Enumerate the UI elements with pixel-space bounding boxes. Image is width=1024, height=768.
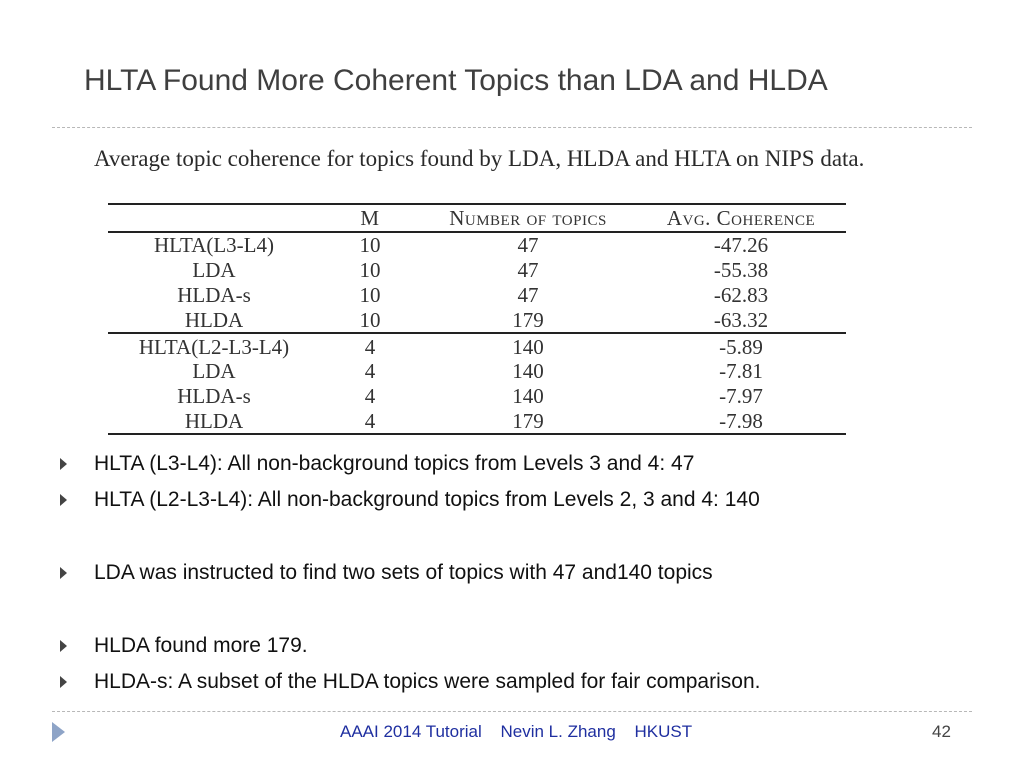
cell-coherence: -62.83 bbox=[713, 282, 769, 307]
list-item bbox=[60, 559, 980, 595]
cell-coherence: -47.26 bbox=[713, 233, 769, 258]
table-row bbox=[108, 232, 846, 258]
cell-m: 4 bbox=[320, 409, 420, 435]
cell-coherence: -5.89 bbox=[719, 334, 763, 359]
bullet-text: HLTA (L2-L3-L4): All non-background topics from Levels 2, 3 and 4: 140 bbox=[94, 488, 760, 511]
table-row bbox=[108, 333, 846, 359]
coherence-table bbox=[108, 203, 846, 435]
footer-conference: AAAI 2014 Tutorial bbox=[340, 722, 482, 741]
cell-method: HLTA(L2-L3-L4) bbox=[138, 334, 290, 359]
cell-method: LDA bbox=[192, 258, 236, 283]
slide-footer bbox=[340, 722, 692, 742]
cell-coherence: -55.38 bbox=[713, 258, 769, 283]
cell-m: 4 bbox=[364, 359, 376, 384]
cell-method: HLDA-s bbox=[177, 282, 251, 307]
table-row bbox=[108, 359, 846, 384]
cell-method: HLDA-s bbox=[177, 384, 251, 409]
cell-coherence: -63.32 bbox=[636, 307, 846, 333]
table-row bbox=[108, 283, 846, 308]
list-item bbox=[60, 632, 980, 668]
footer-institution: HKUST bbox=[634, 722, 693, 741]
cell-m: 10 bbox=[359, 282, 381, 307]
cell-method: LDA bbox=[192, 359, 236, 384]
header-m: M bbox=[320, 204, 420, 232]
cell-m: 4 bbox=[364, 334, 376, 359]
table-row bbox=[108, 409, 846, 435]
coherence-table-container bbox=[108, 203, 846, 435]
triangle-right-icon bbox=[60, 640, 67, 652]
cell-topics: 140 bbox=[512, 359, 544, 384]
cell-topics: 47 bbox=[517, 258, 539, 283]
cell-coherence: -7.98 bbox=[636, 409, 846, 435]
table-row bbox=[108, 258, 846, 283]
play-icon[interactable] bbox=[52, 722, 65, 742]
cell-topics: 140 bbox=[512, 334, 544, 359]
table-header-row bbox=[108, 204, 846, 232]
footer-divider bbox=[52, 711, 972, 712]
cell-m: 10 bbox=[359, 233, 381, 258]
footer-author: Nevin L. Zhang bbox=[500, 722, 616, 741]
page-number: 42 bbox=[932, 722, 951, 741]
triangle-right-icon bbox=[60, 567, 67, 579]
header-avg-coherence: Avg. Coherence bbox=[636, 204, 846, 232]
title-divider bbox=[52, 127, 972, 128]
cell-topics: 47 bbox=[517, 282, 539, 307]
triangle-right-icon bbox=[60, 494, 67, 506]
cell-coherence: -7.97 bbox=[719, 384, 763, 409]
triangle-right-icon bbox=[60, 458, 67, 470]
table-caption: Average topic coherence for topics found by LDA, HLDA and HLTA on NIPS data. bbox=[94, 146, 865, 171]
cell-m: 4 bbox=[364, 384, 376, 409]
bullet-text: HLDA-s: A subset of the HLDA topics were sampled for fair comparison. bbox=[94, 670, 761, 693]
bullet-text: HLDA found more 179. bbox=[94, 634, 308, 657]
cell-topics: 179 bbox=[420, 307, 636, 333]
cell-method: HLTA(L3-L4) bbox=[153, 233, 274, 258]
cell-method: HLDA bbox=[108, 409, 320, 435]
cell-topics: 140 bbox=[512, 384, 544, 409]
cell-coherence: -7.81 bbox=[719, 359, 763, 384]
cell-m: 10 bbox=[359, 258, 381, 283]
triangle-right-icon bbox=[60, 676, 67, 688]
header-number-of-topics: Number of topics bbox=[420, 204, 636, 232]
cell-m: 10 bbox=[320, 307, 420, 333]
list-item bbox=[60, 668, 980, 704]
table-row bbox=[108, 307, 846, 333]
cell-method: HLDA bbox=[108, 307, 320, 333]
bullet-list bbox=[60, 450, 980, 704]
bullet-text: HLTA (L3-L4): All non-background topics from Levels 3 and 4: 47 bbox=[94, 452, 695, 475]
table-row bbox=[108, 384, 846, 409]
cell-topics: 47 bbox=[517, 233, 539, 258]
slide-title: HLTA Found More Coherent Topics than LDA and HLDA bbox=[84, 64, 828, 97]
header-method bbox=[108, 204, 320, 232]
cell-topics: 179 bbox=[420, 409, 636, 435]
list-item bbox=[60, 486, 980, 522]
bullet-text: LDA was instructed to find two sets of topics with 47 and140 topics bbox=[94, 561, 713, 584]
list-item bbox=[60, 450, 980, 486]
